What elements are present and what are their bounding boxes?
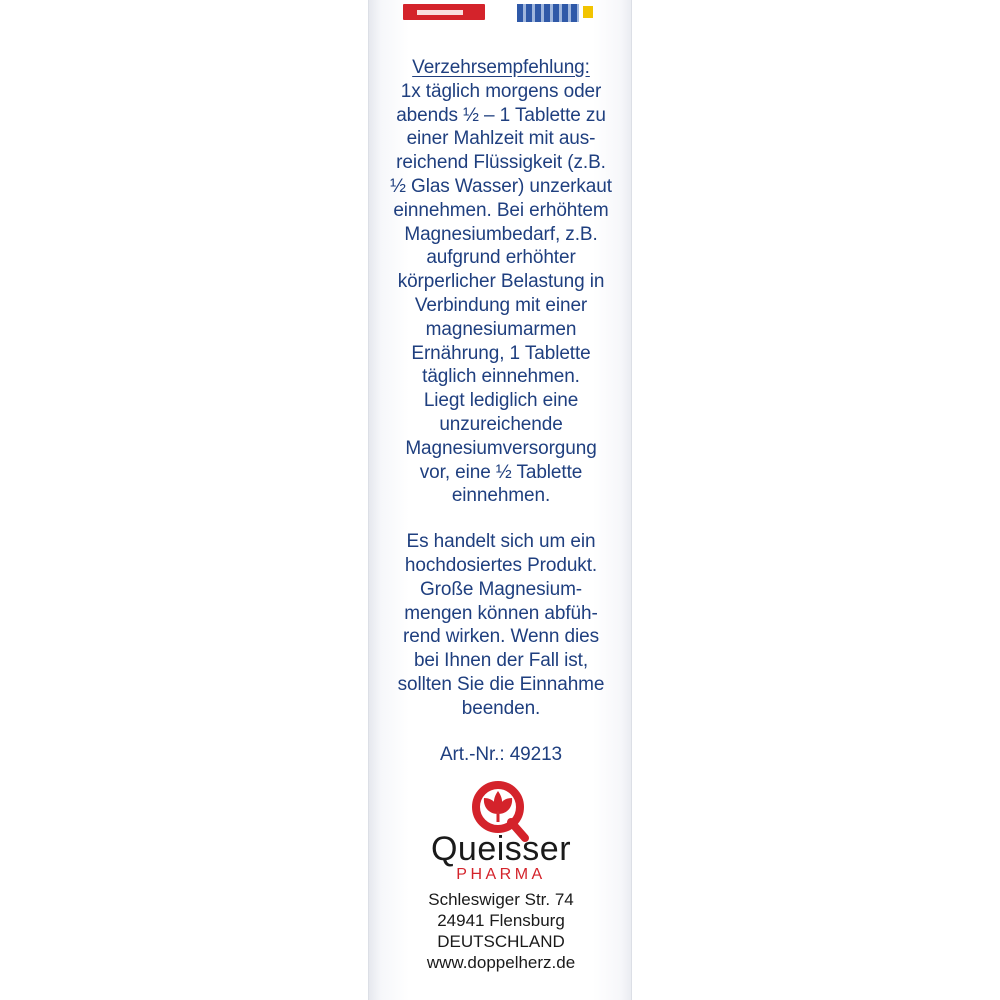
text-line: einer Mahlzeit mit aus- xyxy=(406,128,596,150)
instructions-paragraph-2 xyxy=(369,530,633,720)
text-line: Magnesiumbedarf, z.B. xyxy=(404,223,598,245)
brand-name: Queisser xyxy=(430,830,572,868)
top-label-strip xyxy=(369,0,631,32)
text-line: beenden. xyxy=(461,697,541,719)
text-line: sollten Sie die Einnahme xyxy=(397,673,605,695)
text-line: täglich einnehmen. xyxy=(422,366,580,388)
yellow-label-mark xyxy=(583,6,593,18)
text-line: reichend Flüssigkeit (z.B. xyxy=(396,152,606,174)
text-line: vor, eine ½ Tablette xyxy=(419,461,583,483)
text-line: hochdosiertes Produkt. xyxy=(404,554,598,576)
text-line: abends ½ – 1 Tablette zu xyxy=(396,104,606,126)
product-tube-side xyxy=(368,0,632,1000)
text-line: Magnesiumversorgung xyxy=(405,437,597,459)
text-line: rend wirken. Wenn dies xyxy=(403,626,599,648)
text-line: unzureichende xyxy=(439,413,563,435)
text-line: körperlicher Belastung in xyxy=(397,271,605,293)
red-label-detail xyxy=(417,10,463,15)
text-line: einnehmen. xyxy=(451,485,551,507)
instructions-paragraph-1 xyxy=(369,80,633,508)
company-address xyxy=(369,889,633,973)
address-city: 24941 Flensburg xyxy=(437,911,565,930)
article-number: Art.-Nr.: 49213 xyxy=(439,743,563,765)
text-line: ½ Glas Wasser) unzerkaut xyxy=(390,175,612,197)
text-line: Es handelt sich um ein xyxy=(406,531,596,553)
address-website: www.doppelherz.de xyxy=(426,953,576,972)
text-line: Ernährung, 1 Tablette xyxy=(411,342,591,364)
text-line: mengen können abfüh- xyxy=(404,602,598,624)
text-line: Verbindung mit einer xyxy=(414,294,588,316)
text-line: 1x täglich morgens oder xyxy=(400,80,602,102)
text-line: Große Magnesium- xyxy=(419,578,583,600)
text-line: einnehmen. Bei erhöhtem xyxy=(393,199,609,221)
text-line: Liegt lediglich eine xyxy=(423,390,579,412)
instructions-text xyxy=(369,56,633,766)
text-line: aufgrund erhöhter xyxy=(426,247,576,269)
text-line: bei Ihnen der Fall ist, xyxy=(413,650,589,672)
address-country: DEUTSCHLAND xyxy=(437,932,565,951)
brand-subline: PHARMA xyxy=(456,866,546,883)
text-line: magnesiumarmen xyxy=(425,318,577,340)
blue-label-pattern xyxy=(517,4,579,22)
address-street: Schleswiger Str. 74 xyxy=(428,890,574,909)
instructions-heading: Verzehrsempfehlung: xyxy=(412,57,590,78)
